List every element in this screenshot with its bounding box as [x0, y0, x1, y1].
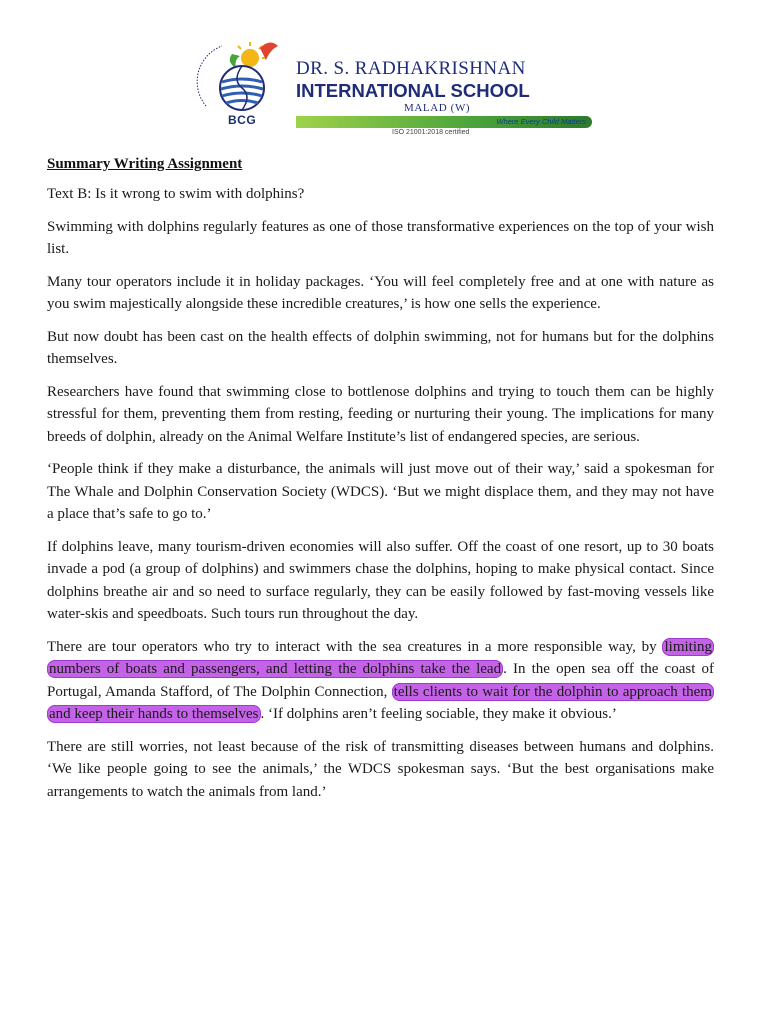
paragraph-3: But now doubt has been cast on the health effects of dolphin swimming, not for humans but for the dolphins themselves.	[47, 328, 714, 367]
paragraph-5: ‘People think if they make a disturbance, the animals will just move out of their way,’ said a spokesman for The Whale and Dolphin Conservation Society (WDCS). ‘But we might displace them, and they may not have a place that’s safe to go to.’	[47, 461, 714, 522]
school-name-line2: INTERNATIONAL SCHOOL	[296, 80, 530, 101]
school-name-line1: DR. S. RADHAKRISHNAN	[296, 58, 526, 79]
paragraph-1: Swimming with dolphins regularly features as one of those transformative experiences on the top of your wish list.	[47, 218, 714, 257]
paragraph-6: If dolphins leave, many tourism-driven economies will also suffer. Off the coast of one resort, up to 30 boats invade a pod (a group of dolphins) and swimmers chase the dolphins, hoping to make physical contact. Since dolphins breathe air and so need to surface regularly, they can be easily followed by fast-moving vessels like water-skis and speedboats. Such tours run throughout the day.	[47, 538, 714, 622]
document-page	[47, 36, 714, 803]
paragraph-4: Researchers have found that swimming close to bottlenose dolphins and trying to touch them can be highly stressful for them, preventing them from resting, feeding or nurturing their young. The implications for many breeds of dolphin, already on the Animal Welfare Institute’s list of endangered species, are serious.	[47, 383, 714, 445]
emblem-label: BCG	[228, 113, 257, 127]
highlight-1: limiting numbers of boats and passengers, and letting the dolphins take the lead	[49, 638, 712, 677]
tagline-banner	[296, 116, 592, 128]
tagline-text: Where Every Child Matters	[496, 117, 586, 126]
assignment-title: Summary Writing Assignment	[47, 156, 243, 172]
paragraph-7-part-b: . In the open sea off the coast of Portugal, Amanda Stafford, of The Dolphin Connection,	[47, 661, 714, 700]
text-heading: Text B: Is it wrong to swim with dolphins?	[47, 186, 305, 202]
paragraph-7-part-c: . ‘If dolphins aren’t feeling sociable, they make it obvious.’	[260, 706, 617, 722]
school-location: MALAD (W)	[404, 102, 471, 114]
paragraph-7-part-a: There are tour operators who try to interact with the sea creatures in a more responsible way, by	[47, 638, 663, 655]
iso-certification: ISO 21001:2018 certified	[392, 129, 470, 136]
highlight-2: tells clients to wait for the dolphin to approach them and keep their hands to themselves	[49, 683, 712, 722]
paragraph-8: There are still worries, not least because of the risk of transmitting diseases between humans and dolphins. ‘We like people going to see the animals,’ the WDCS spokesman says. ‘But the best organisations make arrangements to watch the animals from land.’	[47, 738, 714, 800]
paragraph-7	[47, 636, 714, 726]
school-header	[192, 36, 598, 136]
paragraph-2: Many tour operators include it in holiday packages. ‘You will feel completely free and at one with nature as you swim majestically alongside these incredible creatures,’ is how one sells the experience.	[47, 273, 714, 312]
